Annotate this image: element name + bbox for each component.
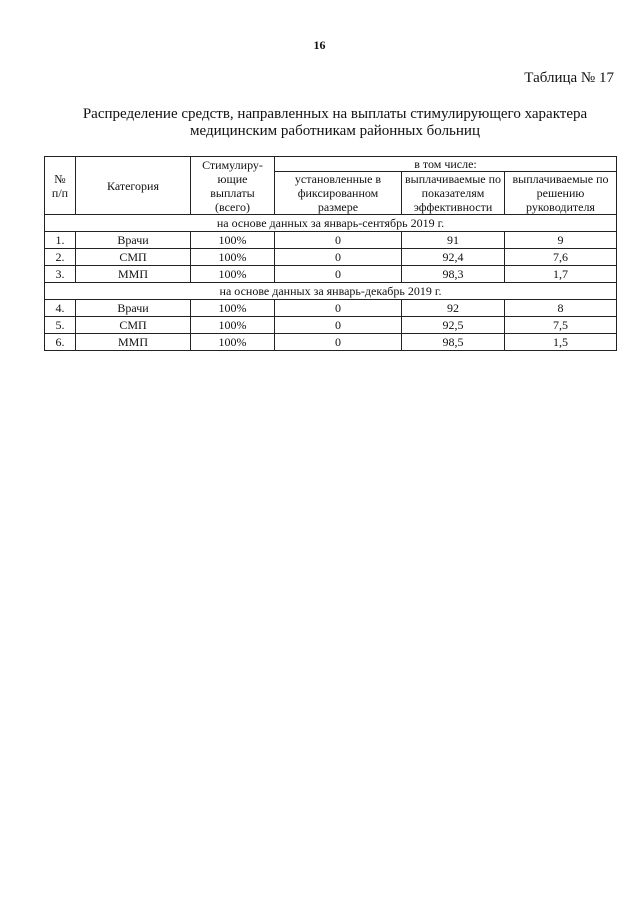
cell-num: 5. xyxy=(45,317,76,334)
cell-num: 2. xyxy=(45,249,76,266)
cell-manager: 8 xyxy=(505,300,617,317)
cell-num: 4. xyxy=(45,300,76,317)
cell-total: 100% xyxy=(191,249,275,266)
cell-fixed: 0 xyxy=(275,232,402,249)
cell-efficiency: 98,5 xyxy=(402,334,505,351)
cell-num: 3. xyxy=(45,266,76,283)
header-including: в том числе: xyxy=(275,157,617,172)
cell-fixed: 0 xyxy=(275,300,402,317)
header-efficiency: выплачиваемые по показателям эффективности xyxy=(402,172,505,215)
cell-efficiency: 98,3 xyxy=(402,266,505,283)
cell-manager: 1,5 xyxy=(505,334,617,351)
cell-manager: 1,7 xyxy=(505,266,617,283)
page-number: 16 xyxy=(313,38,326,52)
cell-total: 100% xyxy=(191,232,275,249)
section-title: на основе данных за январь-сентябрь 2019 г. xyxy=(45,215,617,232)
table-body xyxy=(45,215,617,351)
table-row xyxy=(45,249,617,266)
document-title xyxy=(40,106,630,140)
cell-fixed: 0 xyxy=(275,249,402,266)
cell-fixed: 0 xyxy=(275,334,402,351)
cell-category: Врачи xyxy=(76,300,191,317)
table-header xyxy=(45,157,617,215)
cell-fixed: 0 xyxy=(275,266,402,283)
table-row xyxy=(45,300,617,317)
cell-manager: 9 xyxy=(505,232,617,249)
cell-efficiency: 92,4 xyxy=(402,249,505,266)
cell-manager: 7,6 xyxy=(505,249,617,266)
title-line-1: Распределение средств, направленных на выплаты стимулирующего характера xyxy=(82,106,588,122)
cell-manager: 7,5 xyxy=(505,317,617,334)
table-row xyxy=(45,334,617,351)
table-label: Таблица № 17 xyxy=(524,70,614,86)
cell-category: СМП xyxy=(76,317,191,334)
cell-category: ММП xyxy=(76,266,191,283)
payments-table xyxy=(44,156,617,351)
cell-efficiency: 91 xyxy=(402,232,505,249)
section-title: на основе данных за январь-декабрь 2019 г. xyxy=(45,283,617,300)
cell-num: 1. xyxy=(45,232,76,249)
cell-total: 100% xyxy=(191,266,275,283)
cell-efficiency: 92,5 xyxy=(402,317,505,334)
cell-total: 100% xyxy=(191,300,275,317)
cell-total: 100% xyxy=(191,334,275,351)
title-line-2: медицинским работникам районных больниц xyxy=(190,123,480,139)
header-num: № п/п xyxy=(45,157,76,215)
cell-category: ММП xyxy=(76,334,191,351)
header-fixed: установленные в фиксированном размере xyxy=(275,172,402,215)
cell-category: Врачи xyxy=(76,232,191,249)
section-row xyxy=(45,283,617,300)
cell-category: СМП xyxy=(76,249,191,266)
cell-fixed: 0 xyxy=(275,317,402,334)
table-row xyxy=(45,232,617,249)
header-category: Категория xyxy=(76,157,191,215)
header-manager: выплачиваемые по решению руководителя xyxy=(505,172,617,215)
cell-total: 100% xyxy=(191,317,275,334)
section-row xyxy=(45,215,617,232)
header-total: Стимулиру-ющие выплаты (всего) xyxy=(191,157,275,215)
table-row xyxy=(45,266,617,283)
table-row xyxy=(45,317,617,334)
cell-num: 6. xyxy=(45,334,76,351)
cell-efficiency: 92 xyxy=(402,300,505,317)
